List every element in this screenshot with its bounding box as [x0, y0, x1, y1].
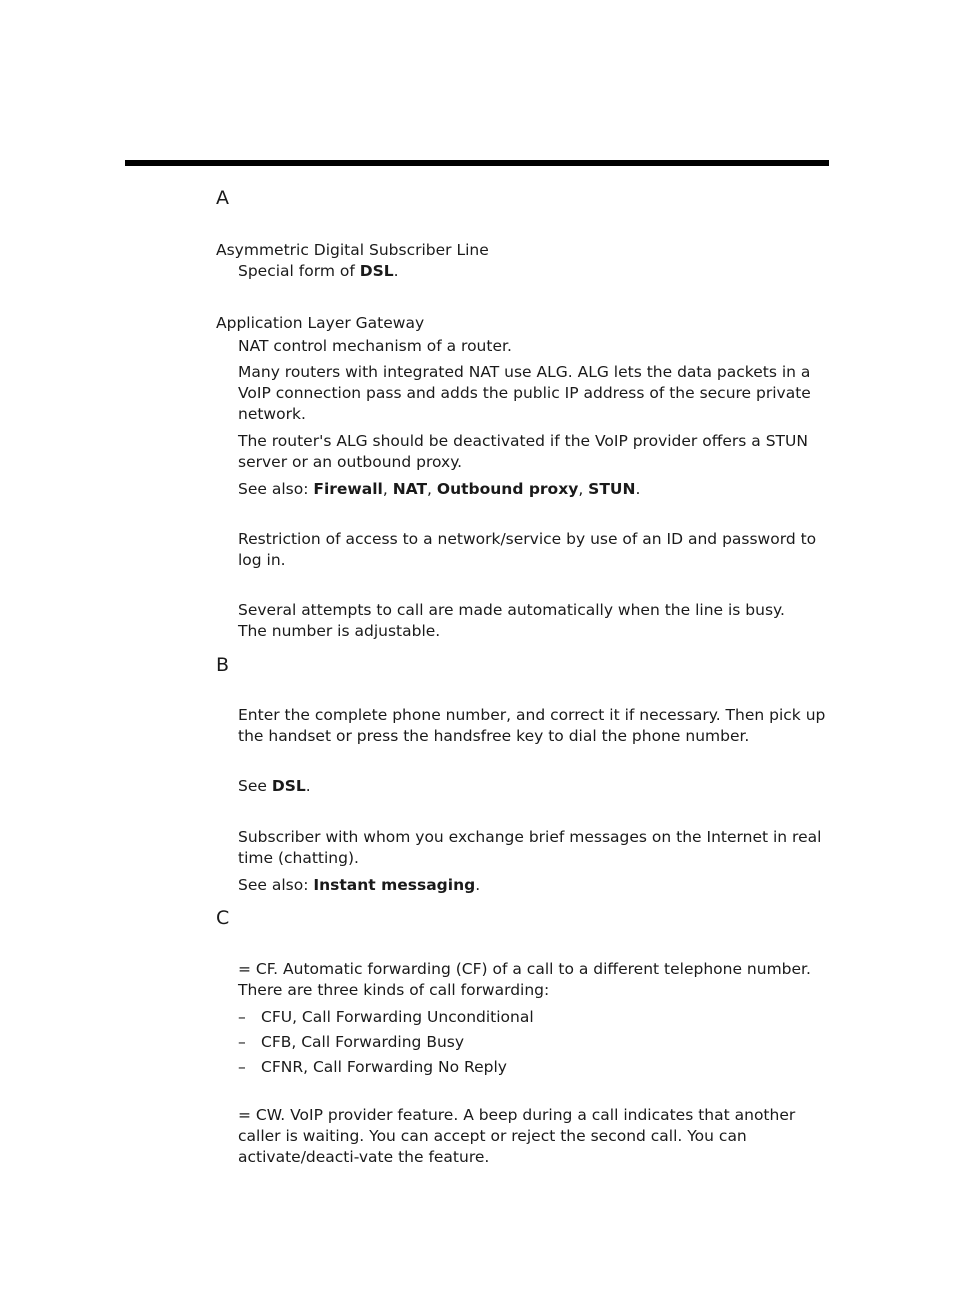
punctuation: .	[635, 480, 641, 498]
definition-adsl	[238, 261, 830, 282]
list-item	[238, 1032, 464, 1053]
alg-paragraph-1: NAT control mechanism of a router.	[238, 337, 512, 355]
redial-line-1: Several attempts to call are made automatically when the line is busy.	[238, 601, 785, 619]
buddy-see-also	[238, 875, 830, 896]
definition-block-dialling: Enter the complete phone number, and correct it if necessary. Then pick up the handset or press the handsfree key to dial the phone number.	[238, 706, 826, 745]
definition-broadband	[238, 776, 830, 797]
punctuation: .	[475, 876, 481, 894]
punctuation: .	[305, 777, 311, 795]
term-adsl: Asymmetric Digital Subscriber Line	[216, 241, 489, 259]
link-nat[interactable]: NAT	[392, 480, 428, 498]
list-item-text: CFB, Call Forwarding Busy	[261, 1033, 465, 1051]
link-firewall[interactable]: Firewall	[313, 480, 383, 498]
dash-bullet: –	[238, 1008, 246, 1026]
section-letter-a: A	[216, 187, 229, 209]
list-item-text: CFNR, Call Forwarding No Reply	[261, 1058, 507, 1076]
list-item	[238, 1007, 534, 1028]
definition-call-waiting: = CW. VoIP provider feature. A beep during a call indicates that another caller is waiting. You can accept or reject the second call. You can activate/deacti-vate the feature.	[238, 1106, 796, 1166]
dash-bullet: –	[238, 1033, 246, 1051]
definition-auto-redial	[238, 600, 830, 642]
link-dsl[interactable]: DSL	[271, 777, 306, 795]
definition-text: Special form of	[238, 262, 360, 280]
link-instant-messaging[interactable]: Instant messaging	[313, 876, 476, 894]
list-item-text: CFU, Call Forwarding Unconditional	[261, 1008, 534, 1026]
term-alg: Application Layer Gateway	[216, 314, 425, 332]
alg-paragraph-2: Many routers with integrated NAT use ALG. ALG lets the data packets in a VoIP connection pass and adds the public IP address of the secure private network.	[238, 363, 811, 423]
separator: ,	[578, 480, 589, 498]
link-outbound-proxy[interactable]: Outbound proxy	[436, 480, 579, 498]
see-label: See	[238, 777, 272, 795]
section-letter-b: B	[216, 654, 230, 676]
definition-call-forwarding: = CF. Automatic forwarding (CF) of a call to a different telephone number. There are three kinds of call forwarding:	[238, 960, 811, 999]
separator: ,	[382, 480, 393, 498]
link-stun[interactable]: STUN	[588, 480, 636, 498]
dash-bullet: –	[238, 1058, 246, 1076]
see-also-label: See also:	[238, 480, 314, 498]
header-rule	[125, 160, 829, 166]
definition-authentication: Restriction of access to a network/service by use of an ID and password to log in.	[238, 530, 817, 569]
redial-line-2: The number is adjustable.	[238, 622, 441, 640]
alg-see-also	[238, 479, 830, 500]
see-also-label: See also:	[238, 876, 314, 894]
separator: ,	[427, 480, 437, 498]
alg-paragraph-3: The router's ALG should be deactivated if the VoIP provider offers a STUN server or an outbound proxy.	[238, 432, 808, 471]
punctuation: .	[393, 262, 399, 280]
definition-buddy: Subscriber with whom you exchange brief messages on the Internet in real time (chatting).	[238, 828, 822, 867]
link-dsl[interactable]: DSL	[359, 262, 394, 280]
section-letter-c: C	[216, 907, 230, 929]
list-item	[238, 1057, 507, 1078]
